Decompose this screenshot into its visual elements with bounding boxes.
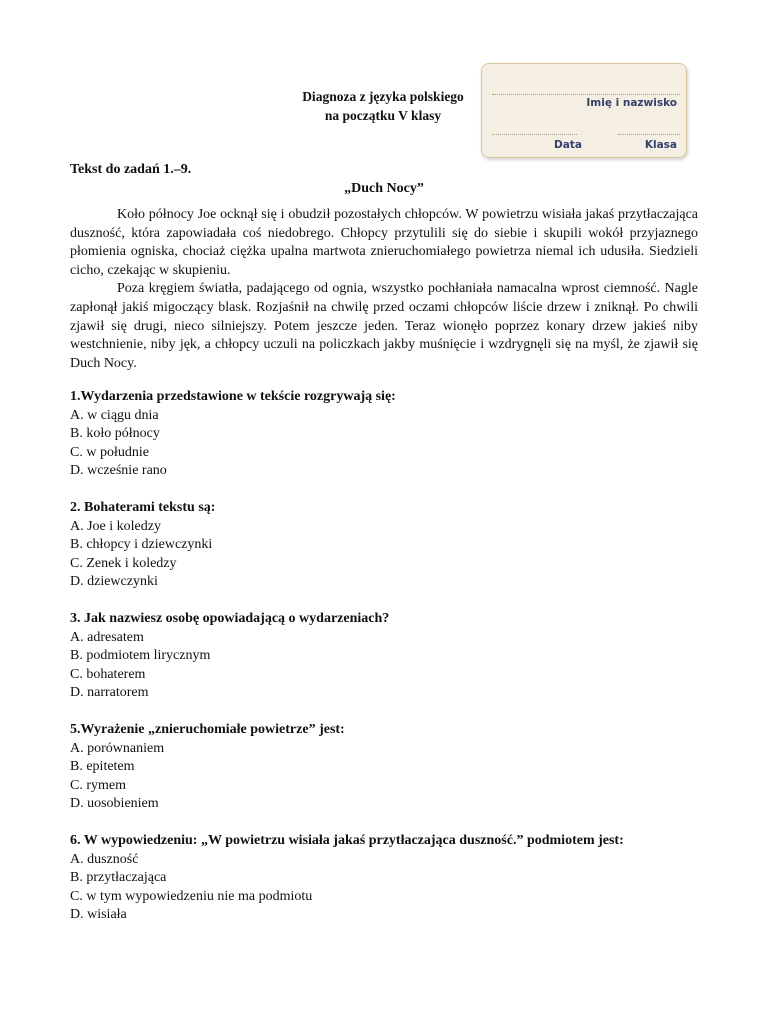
answer-option: D. uosobieniem <box>70 796 159 812</box>
name-label: Imię i nazwisko <box>586 97 677 109</box>
answer-option: D. dziewczynki <box>70 574 158 590</box>
answer-option: B. chłopcy i dziewczynki <box>70 537 213 553</box>
title-line-2: na początku V klasy <box>324 108 442 123</box>
answer-option: A. duszność <box>70 851 139 867</box>
question-1 <box>70 388 710 481</box>
answer-option: B. epitetem <box>70 759 135 775</box>
question-text: 3. Jak nazwiesz osobę opowiadającą o wydarzeniach? <box>70 611 390 626</box>
answer-option: B. podmiotem lirycznym <box>70 648 211 664</box>
question-text: 6. W wypowiedzeniu: „W powietrzu wisiała jakaś przytłaczająca duszność.” podmiotem jest: <box>70 833 624 848</box>
student-id-box <box>481 63 687 158</box>
answer-option: C. Zenek i koledzy <box>70 555 177 571</box>
question-text: 5.Wyrażenie „znieruchomiałe powietrze” jest: <box>70 722 345 737</box>
answer-option: C. rymem <box>70 777 126 793</box>
answer-option: C. bohaterem <box>70 666 146 682</box>
story-paragraph-2: Poza kręgiem światła, padającego od ognia, wszystko pochłaniała namacalna wprost ciemność. Nagle zapłonął jakiś migoczący blask. Rozjaśnił na chwilę przed oczami chłopców liście drzew i zniknął. Po chwili zjawił się drugi, nieco silniejszy. Potem jeszcze jeden. Teraz wionęło poprzez konary drzew jakieś niby westchnienie, niby jęk, a chłopcy uczuli na policzkach jakby muśnięcie i wzdrygnęli się na myśl, że zjawił się Duch Nocy. <box>70 281 698 371</box>
question-6 <box>70 832 710 925</box>
answer-option: A. w ciągu dnia <box>70 407 159 423</box>
class-label: Klasa <box>644 139 677 151</box>
question-text: 2. Bohaterami tekstu są: <box>70 500 216 515</box>
title-line-1: Diagnoza z języka polskiego <box>302 89 464 104</box>
date-dotted-line <box>492 134 577 135</box>
class-dotted-line <box>618 134 680 135</box>
answer-option: A. Joe i koledzy <box>70 518 161 534</box>
answer-option: C. w tym wypowiedzeniu nie ma podmiotu <box>70 888 313 904</box>
question-2 <box>70 499 710 592</box>
date-label: Data <box>554 139 582 151</box>
answer-option: D. wcześnie rano <box>70 463 167 479</box>
answer-option: B. przytłaczająca <box>70 870 167 886</box>
answer-option: D. wisiała <box>70 907 127 923</box>
name-dotted-line <box>492 94 680 95</box>
answer-option: A. porównaniem <box>70 740 165 756</box>
answer-option: C. w południe <box>70 444 149 460</box>
answer-option: A. adresatem <box>70 629 144 645</box>
section-label: Tekst do zadań 1.–9. <box>70 162 192 177</box>
story-paragraph-1: Koło północy Joe ocknął się i obudził pozostałych chłopców. W powietrzu wisiała jakaś przytłaczająca duszność, która zapowiadała coś niedobrego. Chłopcy przytulili się do siebie i skupili wokół przyjaznego płomienia ogniska, chociaż ciężka upalna martwota znieruchomiałego powietrza niemal ich udusiła. Siedzieli cicho, czekając w skupieniu. <box>70 207 698 278</box>
answer-option: B. koło północy <box>70 426 160 442</box>
question-text: 1.Wydarzenia przedstawione w tekście rozgrywają się: <box>70 389 396 404</box>
text-title: „Duch Nocy” <box>344 181 424 196</box>
page-title <box>255 87 511 125</box>
question-5 <box>70 721 710 814</box>
story-text <box>70 206 698 373</box>
answer-option: D. narratorem <box>70 685 149 701</box>
question-3 <box>70 610 710 703</box>
